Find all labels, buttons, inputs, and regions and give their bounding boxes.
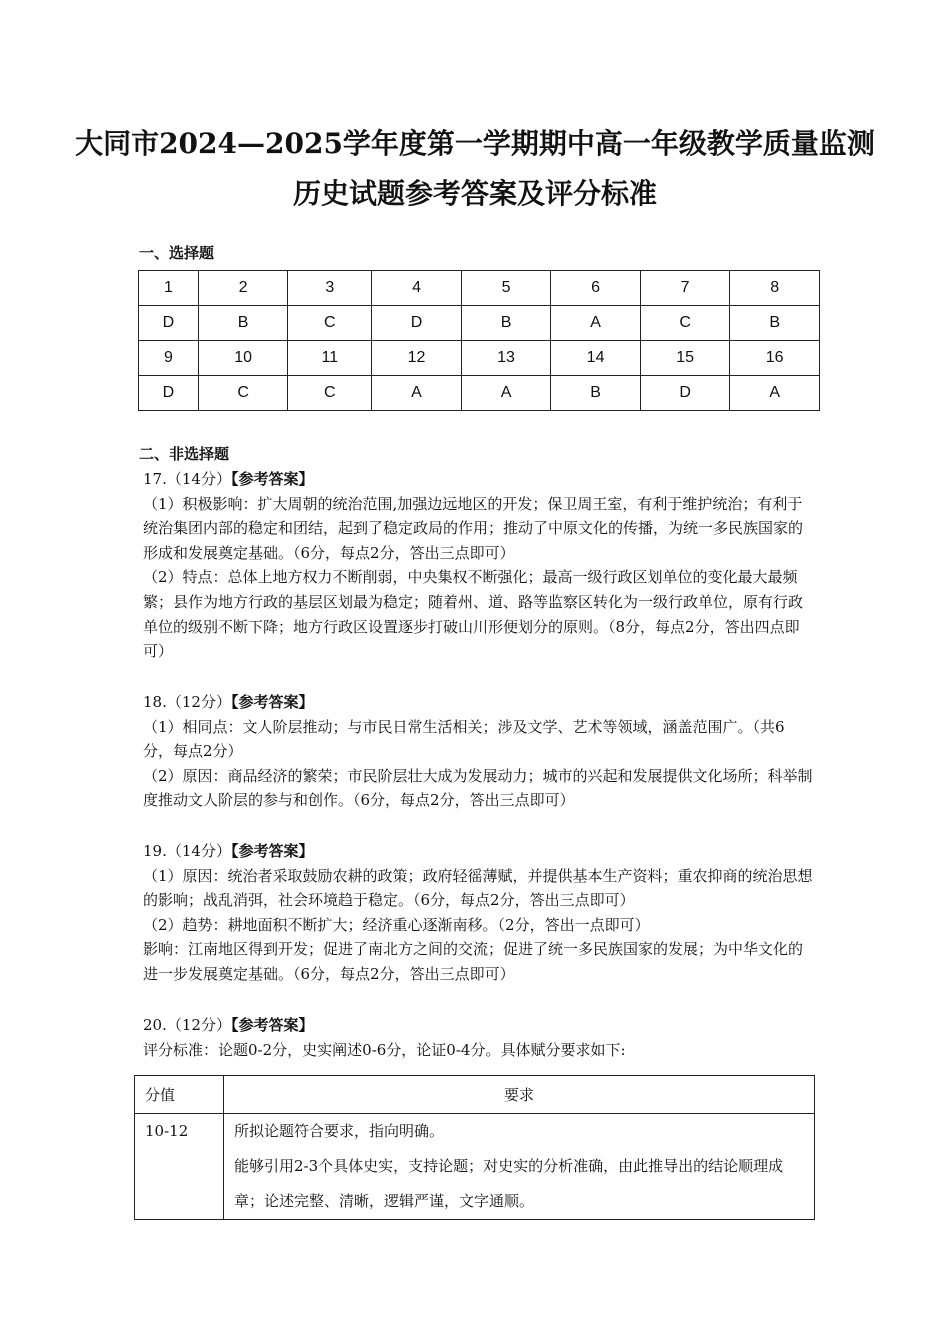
answer-tag: 【参考答案】 bbox=[230, 693, 314, 711]
table-cell: 4 bbox=[372, 271, 462, 306]
table-cell: 15 bbox=[640, 341, 730, 376]
scoring-rubric-table bbox=[134, 1075, 815, 1220]
table-cell: D bbox=[139, 306, 199, 341]
question-20-header bbox=[143, 1013, 813, 1038]
table-cell: C bbox=[198, 376, 288, 411]
table-cell: C bbox=[288, 376, 372, 411]
scoring-criteria: 评分标准：论题0-2分，史实阐述0-6分，论证0-4分。具体赋分要求如下: bbox=[143, 1040, 626, 1059]
answer-tag: 【参考答案】 bbox=[230, 1016, 314, 1034]
title-line-1: 大同市2024—2025学年度第一学期期中高一年级教学质量监测 bbox=[75, 127, 875, 160]
title-line-2: 历史试题参考答案及评分标准 bbox=[292, 177, 657, 210]
table-cell: 10 bbox=[198, 341, 288, 376]
requirement-line-1: 所拟论题符合要求，指向明确。 bbox=[234, 1122, 445, 1140]
column-header-score: 分值 bbox=[135, 1076, 224, 1114]
question-18-header bbox=[143, 690, 813, 715]
table-cell: D bbox=[372, 306, 462, 341]
table-cell: B bbox=[198, 306, 288, 341]
answer-tag: 【参考答案】 bbox=[230, 842, 314, 860]
table-row bbox=[139, 376, 820, 411]
question-17-part-1: （1）积极影响：扩大周朝的统治范围,加强边远地区的开发；保卫周王室，有利于维护统治；有利于统治集团内部的稳定和团结，起到了稳定政局的作用；推动了中原文化的传播，为统一多民族国家的形成和发展奠定基础。（6分，每点2分，答出三点即可） bbox=[143, 494, 804, 562]
table-row bbox=[139, 341, 820, 376]
question-20-block bbox=[143, 1013, 813, 1062]
table-cell: 5 bbox=[461, 271, 551, 306]
question-19-block bbox=[143, 839, 813, 987]
table-cell: 13 bbox=[461, 341, 551, 376]
question-17-header bbox=[143, 467, 813, 492]
table-cell: C bbox=[288, 306, 372, 341]
table-row bbox=[139, 271, 820, 306]
question-19-part-3: 影响：江南地区得到开发；促进了南北方之间的交流；促进了统一多民族国家的发展；为中华文化的进一步发展奠定基础。（6分，每点2分，答出三点即可） bbox=[143, 940, 804, 983]
question-17-block bbox=[143, 467, 813, 664]
table-cell: 6 bbox=[551, 271, 641, 306]
question-19-part-1: （1）原因：统治者采取鼓励农耕的政策；政府轻徭薄赋，并提供基本生产资料；重农抑商的统治思想的影响；战乱消弭，社会环境趋于稳定。（6分，每点2分，答出三点即可） bbox=[143, 866, 813, 910]
question-20-score: 20.（12分） bbox=[143, 1016, 231, 1034]
table-cell: B bbox=[730, 306, 820, 341]
question-18-part-1: （1）相同点：文人阶层推动；与市民日常生活相关；涉及文学、艺术等领域，涵盖范围广。（共6分，每点2分） bbox=[143, 717, 785, 761]
answer-tag: 【参考答案】 bbox=[230, 470, 314, 488]
table-cell: 3 bbox=[288, 271, 372, 306]
question-19-header bbox=[143, 839, 813, 864]
table-cell: 9 bbox=[139, 341, 199, 376]
table-cell: D bbox=[640, 376, 730, 411]
table-row bbox=[139, 306, 820, 341]
table-cell: A bbox=[461, 376, 551, 411]
table-cell: 1 bbox=[139, 271, 199, 306]
question-17-score: 17.（14分） bbox=[143, 470, 231, 488]
table-cell: 12 bbox=[372, 341, 462, 376]
question-18-score: 18.（12分） bbox=[143, 693, 231, 711]
question-19-part-2: （2）趋势：耕地面积不断扩大；经济重心逐渐南移。（2分，答出一点即可） bbox=[143, 915, 650, 934]
table-cell: 8 bbox=[730, 271, 820, 306]
table-cell: 2 bbox=[198, 271, 288, 306]
table-cell: 7 bbox=[640, 271, 730, 306]
section-heading-nonchoice: 二、非选择题 bbox=[139, 445, 230, 463]
requirement-cell bbox=[224, 1114, 815, 1220]
table-cell: 11 bbox=[288, 341, 372, 376]
multiple-choice-answer-table bbox=[138, 270, 820, 411]
requirement-line-2: 能够引用2-3个具体史实，支持论题；对史实的分析准确，由此推导出的结论顺理成章；论述完整、清晰，逻辑严谨，文字通顺。 bbox=[234, 1157, 784, 1210]
question-19-score: 19.（14分） bbox=[143, 842, 231, 860]
table-cell: B bbox=[461, 306, 551, 341]
question-18-part-2: （2）原因：商品经济的繁荣；市民阶层壮大成为发展动力；城市的兴起和发展提供文化场所；科举制度推动文人阶层的参与和创作。（6分，每点2分，答出三点即可） bbox=[143, 766, 813, 810]
table-cell: C bbox=[640, 306, 730, 341]
question-17-part-2: （2）特点：总体上地方权力不断削弱，中央集权不断强化；最高一级行政区划单位的变化最大最频繁；县作为地方行政的基层区划最为稳定；随着州、道、路等监察区转化为一级行政单位，原有行政单位的级别不断下降；地方行政区设置逐步打破山川形便划分的原则。（8分，每点2分，答出四点即可） bbox=[143, 568, 804, 661]
table-header-row bbox=[135, 1076, 815, 1114]
table-cell: A bbox=[551, 306, 641, 341]
table-cell: B bbox=[551, 376, 641, 411]
table-cell: A bbox=[372, 376, 462, 411]
table-cell: 16 bbox=[730, 341, 820, 376]
table-cell: D bbox=[139, 376, 199, 411]
question-18-block bbox=[143, 690, 813, 813]
score-range: 10-12 bbox=[135, 1114, 224, 1220]
section-heading-choice: 一、选择题 bbox=[139, 244, 215, 262]
table-row bbox=[135, 1114, 815, 1220]
column-header-requirement: 要求 bbox=[224, 1076, 815, 1114]
table-cell: A bbox=[730, 376, 820, 411]
table-cell: 14 bbox=[551, 341, 641, 376]
